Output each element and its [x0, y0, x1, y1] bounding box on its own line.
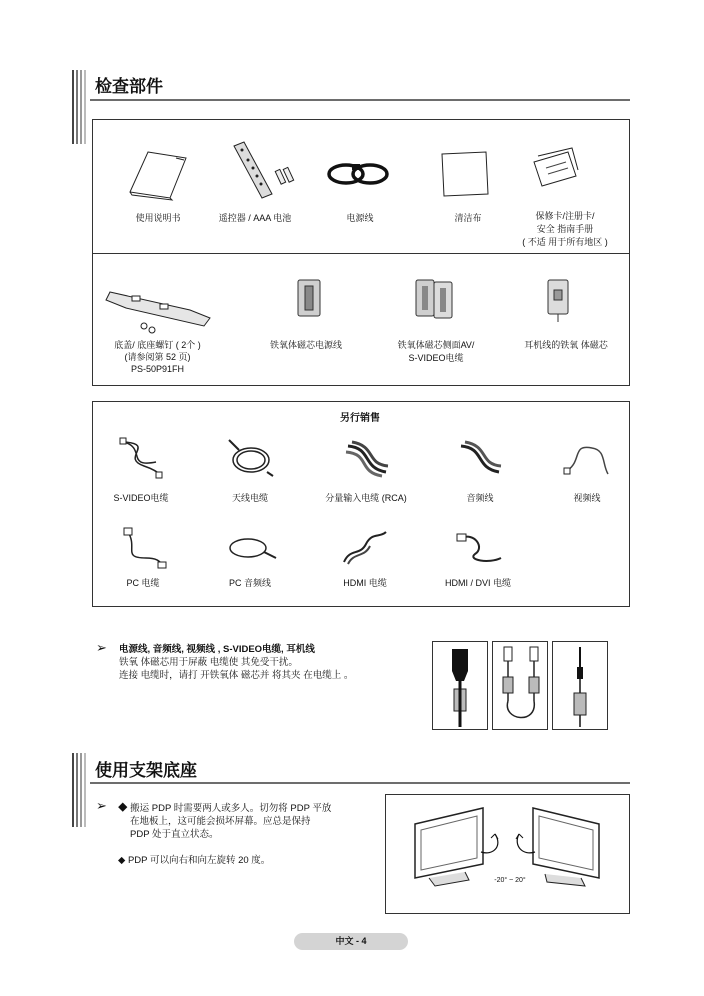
stand-label-1: 底盖/ 底座螺钉 ( 2个 ) [114, 340, 201, 350]
ferrite-earphone-label: 耳机线的铁氧 体磁芯 [524, 340, 608, 350]
cable-icon [455, 528, 505, 568]
sold-item-label: S-VIDEO电缆 [113, 493, 169, 503]
sold-item-label: HDMI 电缆 [343, 578, 387, 588]
page-number-pill: 中文 - 4 [294, 933, 408, 950]
sold-item-label: HDMI / DVI 电缆 [444, 578, 511, 588]
cable-icon [455, 438, 505, 478]
stand-note-line-3: PDP 处于直立状态。 [130, 829, 219, 840]
cable-icon [225, 438, 275, 478]
stand-note-line-2: 在地板上，这可能会损坏屏幕。应总是保持 [130, 816, 311, 827]
ferrite-av-label-1: 铁氧体磁芯侧面AV/ [397, 340, 475, 350]
power-cord-label: 电源线 [346, 213, 374, 223]
ferrite-core-pair-icon [414, 278, 456, 320]
sold-separately-title: 另行销售 [340, 413, 380, 424]
power-plug-ferrite-icon [432, 641, 488, 730]
manual-icon [128, 150, 188, 200]
section-rule [90, 99, 630, 101]
cable-icon [224, 528, 279, 568]
cable-icon [118, 528, 168, 568]
section-rule [90, 782, 630, 784]
cable-icon [562, 440, 612, 480]
tv-rotation-illustration [385, 794, 630, 914]
stand-note-line-1: ◆ 搬运 PDP 时需要两人或多人。切勿将 PDP 平放 [118, 803, 332, 814]
warranty-label-1: 保修卡/注册卡/ [535, 211, 595, 221]
ferrite-note-heading: 电源线, 音频线, 视频线 , S-VIDEO电缆, 耳机线 [119, 644, 315, 655]
warranty-label-3: ( 不适 用于所有地区 ) [522, 237, 608, 247]
sold-item-label: 音频线 [466, 493, 494, 503]
remote-label: 遥控器 / AAA 电池 [218, 213, 292, 223]
cable-icon [340, 528, 390, 568]
note-arrow-icon: ➢ [96, 799, 107, 814]
ferrite-earphone-icon [546, 278, 570, 324]
section-title: 使用支架底座 [95, 761, 197, 781]
stand-cover-icon [104, 282, 214, 337]
stand-label-3: PS-50P91FH [130, 364, 185, 374]
stand-note-bullet-2: ◆ PDP 可以向右和向左旋转 20 度。 [118, 855, 271, 866]
section-bar [72, 753, 88, 827]
cloth-icon [440, 152, 490, 197]
sold-item-label: 分量输入电缆 (RCA) [325, 493, 407, 503]
cable-icon [116, 438, 166, 478]
section-bar [72, 70, 88, 144]
power-cord-icon [324, 160, 394, 190]
note-arrow-icon: ➢ [96, 641, 107, 656]
sold-item-label: PC 音频线 [228, 578, 271, 588]
cable-icon [342, 438, 392, 478]
warranty-card-icon [532, 148, 582, 188]
remote-icon [228, 140, 298, 200]
sold-item-label: PC 电缆 [126, 578, 160, 588]
rotation-range-label: -20° ~ 20° [494, 877, 526, 884]
ferrite-av-label-2: S-VIDEO电缆 [408, 353, 464, 363]
stand-label-2: (请参阅第 52 页) [124, 352, 191, 362]
av-cable-ferrite-icon [492, 641, 548, 730]
sold-item-label: 天线电缆 [231, 493, 268, 503]
earphone-ferrite-icon [552, 641, 608, 730]
ferrite-note-line-2: 连接 电缆时，请打 开铁氧体 磁芯并 将其夹 在电缆上 。 [119, 670, 354, 681]
sold-item-label: 视频线 [573, 493, 601, 503]
ferrite-core-icon [296, 278, 322, 320]
manual-label: 使用说明书 [135, 213, 181, 223]
ferrite-note-line-1: 铁氧 体磁芯用于屏蔽 电缆使 其免受干扰。 [119, 657, 298, 668]
ferrite-power-label: 铁氧体磁芯电源线 [269, 340, 342, 350]
cloth-label: 清洁布 [454, 213, 482, 223]
section-title: 检查部件 [95, 77, 163, 97]
warranty-label-2: 安全 指南手册 [536, 224, 594, 234]
box-divider [92, 253, 630, 254]
